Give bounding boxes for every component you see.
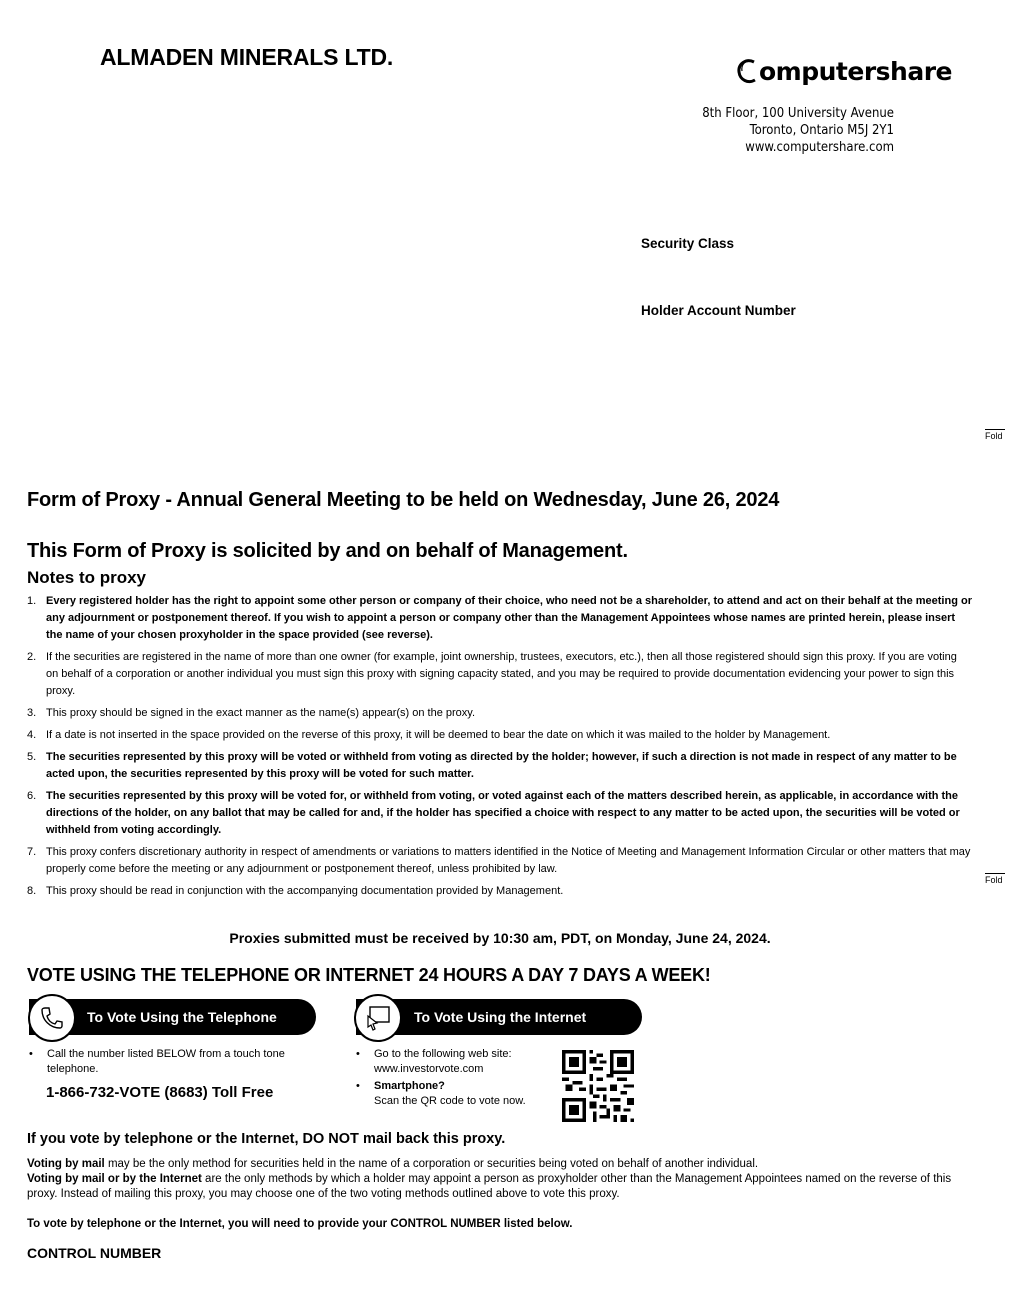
computer-cursor-icon xyxy=(364,1004,392,1032)
internet-voting-line xyxy=(27,1172,977,1202)
smartphone-instruction: • Smartphone? Scan the QR code to vote now. xyxy=(356,1080,526,1107)
telephone-vote-label: To Vote Using the Telephone xyxy=(87,1009,277,1025)
deadline-notice: Proxies submitted must be received by 10:30 am, PDT, on Monday, June 24, 2024. xyxy=(229,930,771,946)
note-item xyxy=(27,727,972,744)
note-number: 6. xyxy=(27,790,37,802)
voting-methods-paragraph xyxy=(27,1157,977,1202)
computershare-logo xyxy=(736,56,952,86)
note-text: If the securities are registered in the name of more than one owner (for example, joint ownership, trustees, executors, etc.), then all those registered should sign this proxy. If you are voting on behalf of a corporation or another individual you must sign this proxy with signing capacity stated, and you may be required to provide documentation evidencing your power to sign this proxy. xyxy=(46,651,957,697)
note-number: 4. xyxy=(27,729,37,741)
net-bold-text: Voting by mail or by the Internet xyxy=(27,1173,202,1185)
do-not-mail-warning: If you vote by telephone or the Internet, DO NOT mail back this proxy. xyxy=(27,1131,506,1147)
notes-list xyxy=(27,593,972,905)
note-text: This proxy confers discretionary authority in respect of amendments or variations to matters identified in the Notice of Meeting and Management Information Circular or other matters that may properly come before the meeting or any adjournment or postponement thereof, unless prohibited by law. xyxy=(46,846,971,875)
note-item xyxy=(27,749,972,783)
address-line: 8th Floor, 100 University Avenue xyxy=(702,106,894,121)
phone-handset-icon xyxy=(39,1005,65,1031)
mail-text: may be the only method for securities held in the name of a corporation or securities being voted on behalf of another individual. xyxy=(104,1158,759,1170)
note-item xyxy=(27,593,972,644)
telephone-instruction: • Call the number listed BELOW from a touch tone telephone. xyxy=(29,1047,299,1077)
address-line: Toronto, Ontario M5J 2Y1 xyxy=(749,123,894,138)
solicited-heading: This Form of Proxy is solicited by and on behalf of Management. xyxy=(27,540,628,562)
internet-icon xyxy=(354,994,402,1042)
note-number: 7. xyxy=(27,846,37,858)
internet-vote-label: To Vote Using the Internet xyxy=(414,1009,587,1025)
note-text: If a date is not inserted in the space provided on the reverse of this proxy, it will be deemed to bear the date on which it was mailed to the holder by Management. xyxy=(46,729,831,741)
note-text: The securities represented by this proxy will be voted or withheld from voting as directed by the holder; however, if such a direction is not made in respect of any matter to be acted upon, the securities represented by this proxy will be voted for such matter. xyxy=(46,751,957,780)
telephone-number: 1-866-732-VOTE (8683) Toll Free xyxy=(46,1084,274,1101)
control-number-label: CONTROL NUMBER xyxy=(27,1245,162,1261)
smartphone-label: Smartphone? xyxy=(374,1080,445,1092)
security-class-label: Security Class xyxy=(641,236,735,251)
computershare-c-icon xyxy=(736,56,758,86)
scan-instruction: Scan the QR code to vote now. xyxy=(374,1095,526,1107)
holder-account-label: Holder Account Number xyxy=(641,303,796,318)
note-item xyxy=(27,649,972,700)
telephone-icon xyxy=(28,994,76,1042)
note-number: 5. xyxy=(27,751,37,763)
net-text: are the only methods by which a holder may appoint a person as proxyholder other than the Management Appointees named on the reverse of this proxy. Instead of mailing this proxy, you may choose one of the two voting methods outlined above to vote this proxy. xyxy=(27,1173,952,1200)
internet-url[interactable]: www.investorvote.com xyxy=(374,1063,484,1075)
note-item xyxy=(27,788,972,839)
address-block xyxy=(702,105,894,156)
form-title: Form of Proxy - Annual General Meeting to be held on Wednesday, June 26, 2024 xyxy=(27,489,780,511)
notes-heading: Notes to proxy xyxy=(27,568,147,587)
note-number: 2. xyxy=(27,651,37,663)
internet-instruction-text: Go to the following web site: xyxy=(374,1048,512,1060)
company-name: ALMADEN MINERALS LTD. xyxy=(100,44,394,70)
note-number: 1. xyxy=(27,595,37,607)
mail-bold-text: Voting by mail xyxy=(27,1158,105,1170)
address-line: www.computershare.com xyxy=(745,140,894,155)
note-text: This proxy should be read in conjunction with the accompanying documentation provided by Management. xyxy=(46,885,564,897)
qr-code-icon[interactable] xyxy=(562,1050,634,1122)
logo-text: omputershare xyxy=(759,56,952,86)
note-text: This proxy should be signed in the exact manner as the name(s) appear(s) on the proxy. xyxy=(46,707,476,719)
fold-mark: Fold xyxy=(985,429,1005,441)
note-item xyxy=(27,883,972,900)
note-number: 3. xyxy=(27,707,37,719)
note-item xyxy=(27,705,972,722)
fold-mark: Fold xyxy=(985,873,1005,885)
internet-instruction: • Go to the following web site: www.investorvote.com xyxy=(356,1048,512,1075)
note-text: The securities represented by this proxy will be voted for, or withheld from voting, or voted against each of the matters described herein, as applicable, in accordance with the directions of the holder, on any ballot that may be called for and, if the holder has specified a choice with respect to any matter to be acted upon, the securities will be voted or withheld from voting accordingly. xyxy=(46,790,960,836)
note-number: 8. xyxy=(27,885,37,897)
control-number-instruction: To vote by telephone or the Internet, you will need to provide your CONTROL NUMBER listed below. xyxy=(27,1218,573,1230)
telephone-instruction-text: Call the number listed BELOW from a touch tone telephone. xyxy=(47,1048,285,1075)
mail-voting-line xyxy=(27,1157,977,1172)
note-item xyxy=(27,844,972,878)
vote-heading: VOTE USING THE TELEPHONE OR INTERNET 24 HOURS A DAY 7 DAYS A WEEK! xyxy=(27,965,711,985)
note-text: Every registered holder has the right to appoint some other person or company of their choice, who need not be a shareholder, to attend and act on their behalf at the meeting or any adjournment or postponement thereof. If you wish to appoint a person or company other than the Management Appointees whose names are printed herein, please insert the name of your chosen proxyholder in the space provided (see reverse). xyxy=(46,595,972,641)
